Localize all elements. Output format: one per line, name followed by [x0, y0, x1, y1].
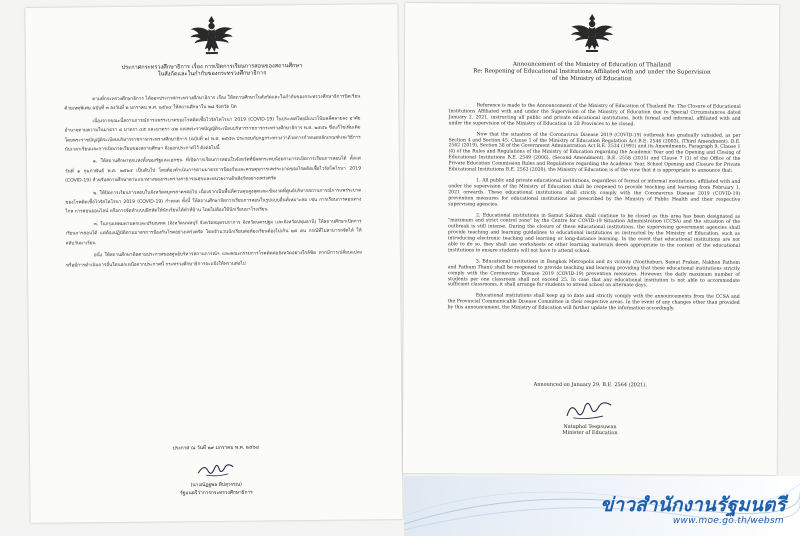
thai-signer-title: รัฐมนตรีว่าการกระทรวงศึกษาธิการ: [180, 490, 253, 497]
english-paragraph: Reference is made to the Announcement of the Ministry of Education of Thailand Re: The Closure of Educational Institutions Affiliated with and under the Supervision of the Ministry of Education due to Special Circumstances dated January 2, 2021, instructing all public and private educational institutions, both formal and informal, affiliated with and under the supervision of the Ministry of Education in 28 Provinces to be closed.: [448, 103, 741, 127]
thai-signer: [30, 480, 402, 500]
english-paragraph: Educational institutions shall keep up to date and strictly comply with the announcements from the CCSA and the Provincial Communicable Disease Committee in their respective areas. In the event of any changes other than provided by this announcement, the Ministry of Education will further update the information accordingly.: [447, 293, 740, 312]
english-heading-line1: Announcement of the Ministry of Education of Thailand: [512, 61, 671, 69]
thai-announcement-page: [25, 4, 402, 523]
english-paragraph: Now that the situation of the Coronavirus Disease 2019 (COVID-19) outbreak has gradually subsided, as per Section 4 and Section 45, Clause 1 of the Ministry of Education Regulation Act B.E. 2546 (2003), (Third Amendment), B.E. 2562 (2019), Section 38 of the Government Administration Act B.E. 2534 (1991) and its Amendments, Paragraph 9, Clause 1 (4) of the Rules and Regulations of the Ministry of Education regarding the Academic Year and the Opening and Closing of Educational Institutions B.E. 2549 (2006), (Second Amendment), B.E. 2558 (2015) and Clause 7 (3) of the Office of the Private Education Commission Rules and Regulations regarding the Academic Year, School Opening and Closure for Private Educational Institutions B.E. 2563 (2020), the Ministry of Education is of the view that it is appropriate to announce that:: [448, 132, 741, 174]
thai-paragraph: เนื่องจากขณะนี้สถานการณ์การแพร่ระบาดของโรคติดเชื้อไวรัสโคโรนา 2019 (COVID-19) ในประเทศไทยมีแนวโน้มคลี่คลายลง อาศัยอำนาจตามความในมาตรา ๔ มาตรา ๔๕ และมาตรา ๔๗ แห่งพระราชบัญญัติระเบียบบริหารราชการกระทรวงศึกษาธิการ พ.ศ. ๒๕๔๖ ซึ่งแก้ไขเพิ่มเติมโดยพระราชบัญญัติระเบียบบริหารราชการกระทรวงศึกษาธิการ (ฉบับที่ ๒) พ.ศ. ๒๕๕๓ ประกอบกับกฎกระทรวงว่าด้วยการกำหนดหลักเกณฑ์และวิธีการนับเวลาเรียนและการเปิดภาคเรียนของสถานศึกษา จึงออกประกาศไว้ ดังต่อไปนี้: [64, 116, 361, 153]
thai-announced-on: ประกาศ ณ วันที่ ๒๙ มกราคม พ.ศ. ๒๕๖๔: [172, 445, 260, 452]
thai-paragraph: ตามที่กระทรวงศึกษาธิการ ได้ออกประกาศกระทรวงศึกษาธิการ เรื่อง ให้สถานศึกษาในสังกัดและในกำกับของกระทรวงศึกษาธิการปิดเรียนด้วยเหตุพิเศษ ฉบับที่ ๓ ลงวันที่ ๒ มกราคม พ.ศ. ๒๕๖๔ ให้สถานศึกษาใน ๒๘ จังหวัด ปิด: [64, 94, 361, 112]
english-announced-on: Announced on January 29, B.E. 2564 (2021).: [533, 381, 647, 389]
english-announcement-page: [403, 3, 779, 475]
english-paragraph: 2. Educational institutions in Samut Sakhon shall continue to be closed as this area has been designated as "maximum and strict control zone" by the Centre for COVID-19 Situation Administration (CCSA) and the situation of the outbreak is still intense. During the closure of these educational institutions, the supervising government agencies shall provide teaching and learning guidelines to educational institutions as instructed by the Ministry of Education, such as introducing electronic teaching and learning or long-distance learning. In the event that educational institutions are not able to do so, they shall use worksheets or other learning materials deem appropriate to the content of the educational institutions to ensure students will not have to attend school.: [447, 212, 741, 254]
english-signer-title: Minister of Education: [562, 429, 618, 437]
english-paragraph: 3. Educational institutions in Bangkok Metropolis and its vicinity (Nonthaburi, Samut Prakan, Nakhon Pathom and Pathum Thani) shall be reopened to provide teaching and learning providing that these educational institutions strictly comply with the Coronavirus Disease 2019 (COVID-19) prevention measures. However, the daily maximum number of students per one classroom shall not exceed 25. In case that any educational institution is not able to accommodate sufficient classrooms, it shall arrange for students to attend school on alternate days.: [447, 259, 740, 289]
thai-paragraph: ๒. ให้ปิดการเรียนการสอนในจังหวัดสมุทรสาครต่อไป เนื่องจากเป็นพื้นที่ควบคุมสูงสุดและเข้มงวดที่ศูนย์บริหารสถานการณ์การแพร่ระบาดของโรคติดเชื้อไวรัสโคโรนา 2019 (COVID-19) กำหนด ทั้งนี้ ให้สถานศึกษาจัดการเรียนการสอนในรูปแบบอื่นที่เหมาะสม เช่น การเรียนการสอนทางไกล การสอนออนไลน์ หรือการจัดทำแบบฝึกหัดให้นักเรียนได้ทำที่บ้าน โดยไม่ต้องให้นักเรียนมาโรงเรียน: [65, 188, 362, 216]
thai-heading: [26, 62, 398, 80]
english-signature-icon: [561, 400, 617, 422]
garuda-emblem-icon: [188, 14, 234, 58]
thai-paragraph: อนึ่ง ให้สถานศึกษาติดตามประกาศของศูนย์บริหารสถานการณ์ฯ และคณะกรรมการโรคติดต่อจังหวัดอย่างใกล้ชิด หากมีการเปลี่ยนแปลงหรือมีการดำเนินการอื่นใดนอกเหนือจากประกาศนี้ กระทรวงศึกษาธิการจะแจ้งให้ทราบต่อไป: [65, 250, 362, 269]
thai-body: [64, 92, 362, 273]
english-signer-name: Nataphol Teepsuwan: [563, 423, 617, 431]
brand-name: ข่าวสำนักงานรัฐมนตรี: [600, 494, 786, 516]
english-paragraph: 1. All public and private educational institutions, regardless of formal or informal institutions, affiliated with and under the supervision of the Ministry of Education shall be reopened to provide teaching and learning from February 1, 2021 onwards. These educational institutions shall strictly comply with the Coronavirus Disease 2019 (COVID-19) prevention measures for educational institutions as prescribed by the Ministry of Public Health and their respective supervising agencies.: [448, 178, 741, 208]
english-body: [448, 103, 741, 318]
brand-url[interactable]: www.moe.go.th/websm: [672, 516, 784, 526]
thai-heading-line1: ประกาศกระทรวงศึกษาธิการ เรื่อง การเปิดการเรียนการสอนของสถานศึกษา: [121, 63, 303, 71]
thai-signer-name: (นางณัฏฐพล ทีปสุวรรณ): [190, 482, 243, 489]
thai-paragraph: ๓. ในกรุงเทพมหานครและปริมณฑล (จังหวัดนนทบุรี จังหวัดสมุทรปราการ จังหวัดนครปฐม และจังหวัดปทุมธานี) ให้สถานศึกษาเปิดการเรียนการสอนได้ แต่ต้องปฏิบัติตามมาตรการป้องกันโรคอย่างเคร่งครัด โดยจำนวนนักเรียนต่อห้องเรียนต้องไม่เกิน ๒๕ คน กรณีที่ไม่สามารถจัดได้ ให้สลับวันมาเรียน: [65, 219, 362, 247]
english-heading-line2: Re: Reopening of Educational Institutions Affiliated with and under the Supervision: [473, 68, 711, 76]
ministry-news-banner: [404, 476, 800, 536]
thai-heading-line2: ในสังกัดและในกำกับของกระทรวงศึกษาธิการ: [157, 70, 267, 78]
thai-signature-icon: [192, 461, 240, 480]
english-heading-line3: of the Ministry of Education: [551, 75, 632, 83]
thai-paragraph: ๑. ให้สถานศึกษาทุกแห่งทั้งของรัฐและเอกชน ที่เปิดการเรียนการสอนในจังหวัดที่มีผลกระทบน้อยสามารถเปิดการเรียนการสอนได้ ตั้งแต่วันที่ ๑ กุมภาพันธ์ พ.ศ. ๒๕๖๔ เป็นต้นไป โดยต้องดำเนินการตามมาตรการป้องกันและควบคุมการแพร่ระบาดของโรคติดเชื้อไวรัสโคโรนา 2019 (COVID-19) สำหรับสถานศึกษาตามแนวทางของกระทรวงสาธารณสุขและหน่วยงานต้นสังกัดอย่างเคร่งครัด: [65, 156, 362, 184]
garuda-emblem-icon: [569, 12, 615, 56]
english-signer: [403, 423, 777, 437]
english-heading: [405, 61, 779, 84]
